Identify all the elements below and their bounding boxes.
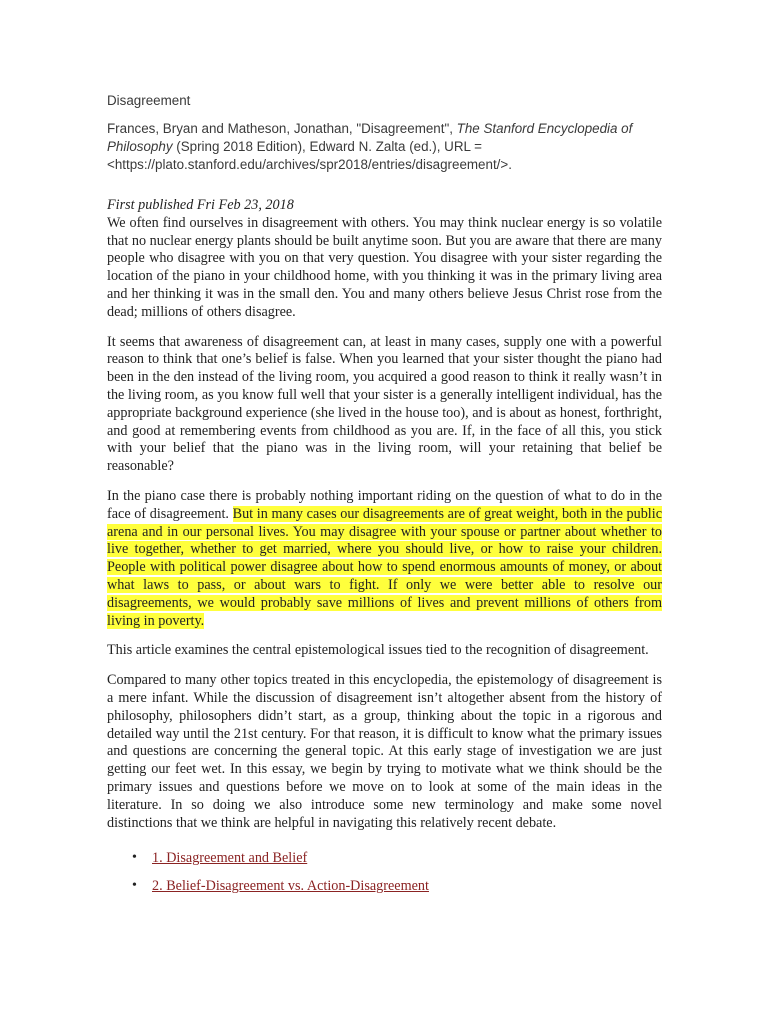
paragraph-5: Compared to many other topics treated in this encyclopedia, the epistemology of disagreement is a mere infant. While the discussion of disagreement isn’t altogether absent from the history of philosophy, philosophers didn’t start, as a group, thinking about the topic in a rigorous and detailed way until the 21st century. For that reason, it is difficult to know what the primary issues and questions are concerning the general topic. At this early stage of investigation we are just getting our feet wet. In this essay, we begin by trying to motivate what we think should be the primary issues and questions before we move on to look at some of the main ideas in the literature. In so doing we also introduce some new terminology and make some novel distinctions that we think are helpful in navigating this relatively recent debate.: [107, 672, 662, 831]
table-of-contents: [107, 849, 662, 895]
citation-url: <https://plato.stanford.edu/archives/spr2018/entries/disagreement/>.: [107, 157, 512, 172]
document-title: Disagreement: [107, 93, 191, 108]
citation-edition: (Spring 2018 Edition), Edward N. Zalta (ed.), URL =: [172, 139, 483, 154]
citation-authors: Frances, Bryan and Matheson, Jonathan, "Disagreement",: [107, 121, 457, 136]
paragraph-2: It seems that awareness of disagreement can, at least in many cases, supply one with a powerful reason to think that one’s belief is false. When you learned that your sister thought the piano had been in the den instead of the living room, you acquired a good reason to think it really wasn’t in the living room, as you know full well that your sister is a generally intelligent individual, has the appropriate background experience (she lived in the house too), and is about as honest, forthright, and good at remembering events from childhood as you are. If, in the face of all this, you stick with your belief that the piano was in the living room, will your retaining that belief be reasonable?: [107, 333, 662, 475]
toc-item: [132, 849, 662, 867]
toc-link-belief-vs-action-disagreement[interactable]: 2. Belief-Disagreement vs. Action-Disagreement: [152, 878, 429, 895]
toc-link-disagreement-and-belief[interactable]: 1. Disagreement and Belief: [152, 850, 308, 867]
citation-journal: The Stanford Encyclopedia of Philosophy: [107, 121, 633, 154]
toc-item: [132, 877, 662, 895]
citation: [107, 120, 662, 174]
paragraph-1: We often find ourselves in disagreement with others. You may think nuclear energy is so volatile that no nuclear energy plants should be built anytime soon. But you are aware that there are many people who disagree with you on that very question. You disagree with your sister regarding the location of the piano in your childhood home, with you thinking it was in the primary living area and her thinking it was in the small den. You and many others believe Jesus Christ rose from the dead; millions of others disagree.: [107, 214, 662, 320]
paragraph-3: [107, 488, 662, 630]
bullet-icon: •: [132, 878, 137, 894]
bullet-icon: •: [132, 850, 137, 866]
highlighted-text: But in many cases our disagreements are of great weight, both in the public arena and in our personal lives. You may disagree with your spouse or partner about whether to live together, whether to get married, where you should live, or how to raise your children. People with political power disagree about how to spend enormous amounts of money, or about what laws to pass, or about wars to fight. If only we were better able to resolve our disagreements, we would probably save millions of lives and prevent millions of others from living in poverty.: [107, 505, 662, 629]
paragraph-4: This article examines the central epistemological issues tied to the recognition of disagreement.: [107, 642, 649, 659]
paragraph-3-plain: In the piano case there is probably nothing important riding on the question of what to do in the face of disagreement.: [107, 487, 662, 522]
published-date: First published Fri Feb 23, 2018: [107, 197, 294, 213]
document-page: [107, 92, 662, 905]
